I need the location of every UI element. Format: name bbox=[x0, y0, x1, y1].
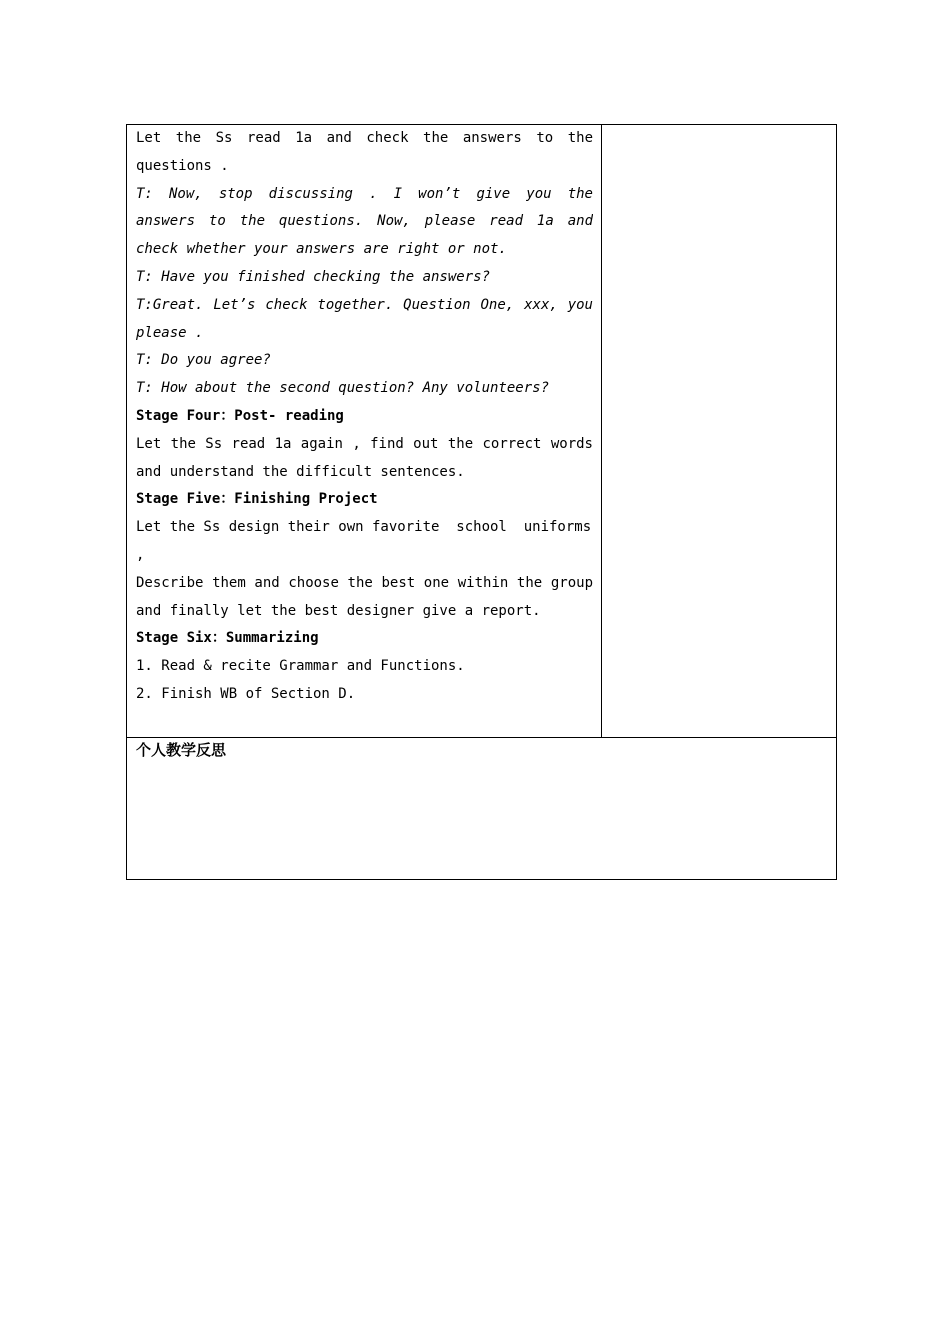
text-line: questions . bbox=[136, 157, 229, 174]
lesson-steps-cell bbox=[127, 125, 602, 737]
teacher-line: T: Do you agree? bbox=[136, 352, 271, 369]
text-line: Let the Ss read 1a and check the answers to the bbox=[136, 130, 593, 146]
lesson-plan-table bbox=[126, 124, 837, 880]
teacher-line: answers to the questions. Now, please read 1a and bbox=[136, 213, 593, 230]
text-line: and finally let the best designer give a report. bbox=[136, 602, 541, 619]
stage-heading: Stage Five：Finishing Project bbox=[136, 491, 378, 508]
text-line: Let the Ss design their own favorite school uniforms bbox=[136, 519, 592, 536]
reflection-heading: 个人教学反思 bbox=[136, 741, 227, 759]
teacher-line: T: Have you finished checking the answers? bbox=[136, 268, 491, 285]
text-line: Describe them and choose the best one within the group bbox=[136, 574, 593, 591]
text-line: Let the Ss read 1a again , find out the correct words bbox=[136, 435, 593, 452]
stage-heading: Stage Four：Post- reading bbox=[136, 407, 344, 424]
text-line: , bbox=[136, 546, 145, 563]
text-line: and understand the difficult sentences. bbox=[136, 463, 465, 480]
stage-heading: Stage Six：Summarizing bbox=[136, 630, 319, 647]
lesson-steps-row bbox=[127, 125, 836, 738]
teacher-line: check whether your answers are right or not. bbox=[136, 241, 507, 258]
list-item: 2. Finish WB of Section D. bbox=[136, 685, 356, 702]
teacher-line: T: How about the second question? Any volunteers? bbox=[136, 380, 550, 397]
teacher-line: please . bbox=[136, 324, 204, 341]
reflection-row bbox=[127, 738, 836, 879]
list-item: 1. Read & recite Grammar and Functions. bbox=[136, 658, 465, 675]
teacher-line: T: Now, stop discussing . I won’t give you the bbox=[136, 185, 593, 202]
notes-cell bbox=[602, 125, 836, 737]
teacher-line: T:Great. Let’s check together. Question One, xxx, you bbox=[136, 296, 593, 313]
